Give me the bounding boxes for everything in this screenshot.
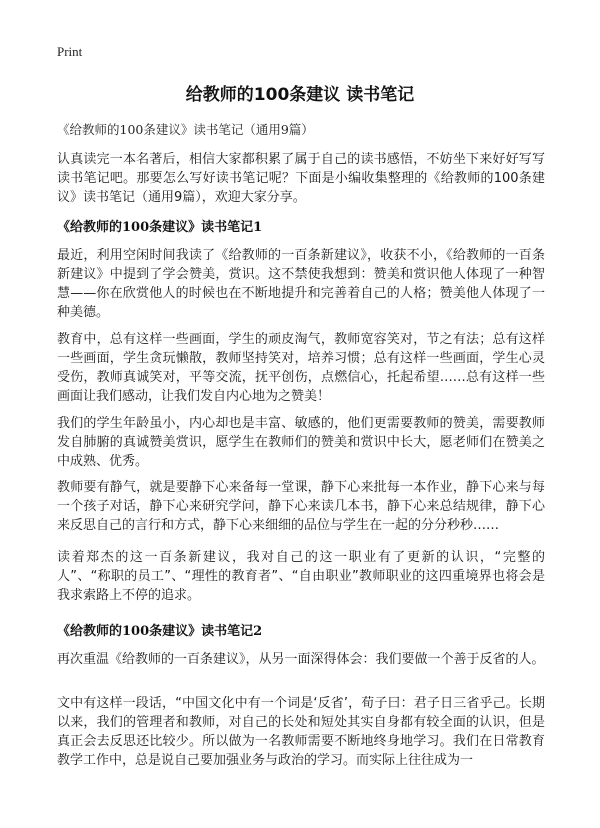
document-subtitle: 《给教师的100条建议》读书笔记（通用9篇） xyxy=(57,122,314,137)
paragraph: 最近，利用空闲时间我读了《给教师的一百条新建议》，收获不小，《给教师的一百条新建议》中提到了学会赞美，赏识。这不禁使我想到：赞美和赏识他人体现了一种智慧——你在欣赏他人的时候也在不断地提升和完善着自己的人格；赞美他人体现了一种美德。 xyxy=(57,248,545,320)
paragraph: 教育中，总有这样一些画面，学生的顽皮淘气，教师宽容笑对，节之有法；总有这样一些画面，学生贪玩懒散，教师坚持笑对，培养习惯；总有这样一些画面，学生心灵受伤，教师真诚笑对，平等交流，抚平创伤，点燃信心，托起希望……总有这样一些画面让我们感动，让我们发自内心地为之赞美！ xyxy=(57,332,545,404)
print-link[interactable]: Print xyxy=(57,44,83,59)
section-heading-2: 《给教师的100条建议》读书笔记2 xyxy=(57,624,263,639)
paragraph: 文中有这样一段话，“中国文化中有一个词是‘反省’，荀子曰：君子日三省乎己。长期以来，我们的管理者和教师，对自己的长处和短处其实自身都有较全面的认识，但是真正会去反思还比较少。所以做为一名教师需要不断地终身地学习。我们在日常教育教学工作中，总是说自己要加强业务与政治的学习。而实际上往往成为一 xyxy=(57,696,545,768)
intro-paragraph: 认真读完一本名著后，相信大家都积累了属于自己的读书感悟，不妨坐下来好好写写读书笔记吧。那要怎么写好读书笔记呢？下面是小编收集整理的《给教师的100条建议》读书笔记（通用9篇），欢迎大家分享。 xyxy=(57,152,545,205)
paragraph: 读着郑杰的这一百条新建议，我对自己的这一职业有了更新的认识，“完整的人”、“称职的员工”、“理性的教育者”、“自由职业”教师职业的这四重境界也将会是我求索路上不停的追求。 xyxy=(57,550,545,603)
document-title: 给教师的100条建议 读书笔记 xyxy=(185,85,415,105)
paragraph: 教师要有静气，就是要静下心来备每一堂课，静下心来批每一本作业，静下心来与每一个孩子对话，静下心来研究学问，静下心来读几本书，静下心来总结规律，静下心来反思自己的言行和方式，静下心来细细的品位与学生在一起的分分秒秒…… xyxy=(57,480,545,533)
section-heading-1: 《给教师的100条建议》读书笔记1 xyxy=(57,220,263,235)
paragraph: 我们的学生年龄虽小，内心却也是丰富、敏感的，他们更需要教师的赞美，需要教师发自肺腑的真诚赞美赏识，愿学生在教师们的赞美和赏识中长大，愿老师们在赞美之中成熟、优秀。 xyxy=(57,416,545,469)
paragraph: 再次重温《给教师的一百条建议》，从另一面深得体会：我们要做一个善于反省的人。 xyxy=(57,652,545,667)
